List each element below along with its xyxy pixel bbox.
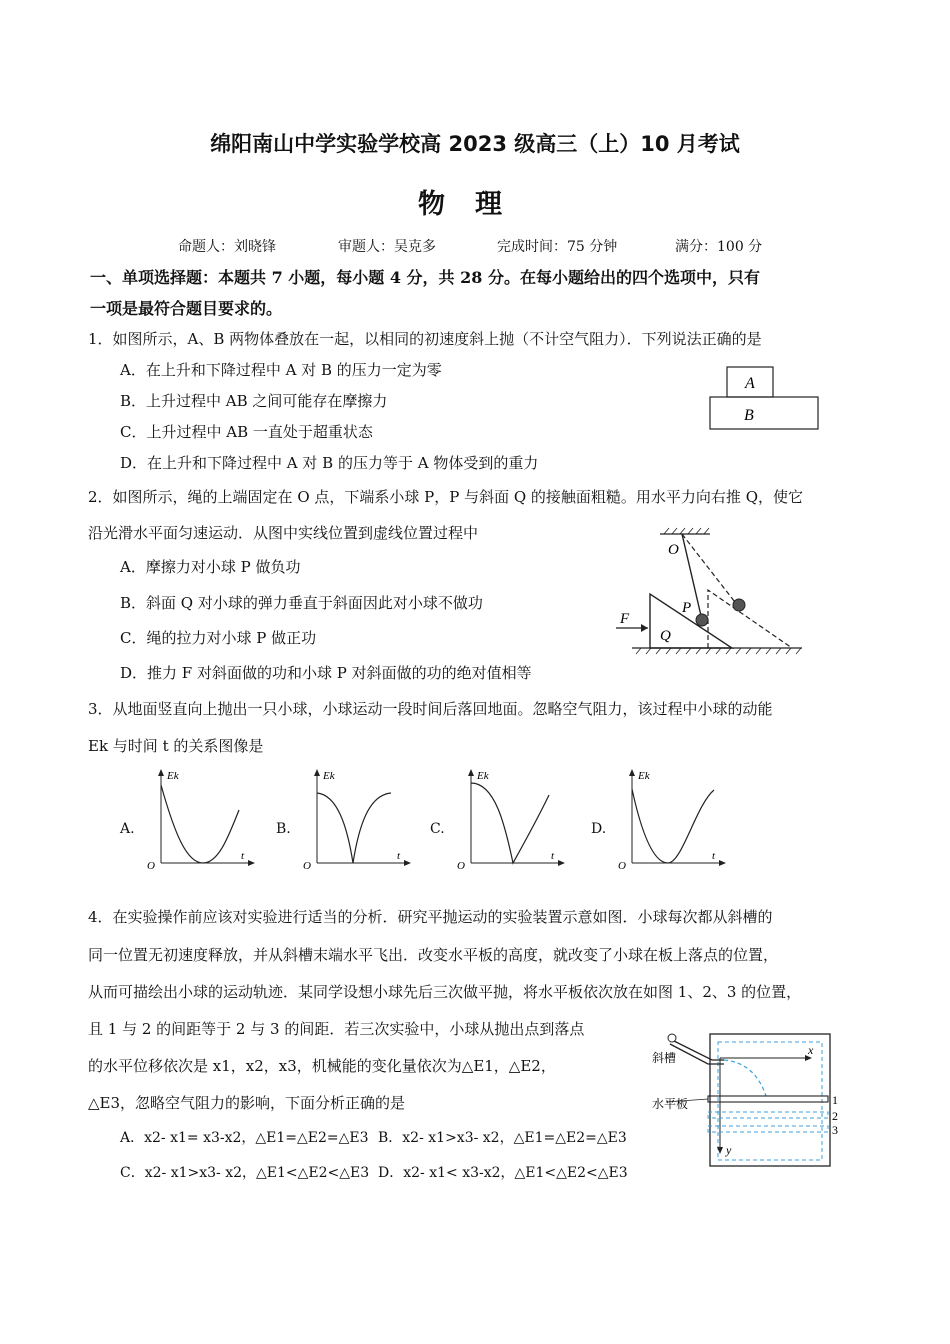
score-info: 满分：100 分 bbox=[675, 239, 763, 255]
author-info: 命题人：刘晓锋 bbox=[178, 239, 276, 255]
q4-apparatus-figure bbox=[648, 1030, 848, 1170]
q4-line4: 且 1 与 2 的间距等于 2 与 3 的间距．若三次实验中，小球从抛出点到落点 bbox=[88, 1020, 585, 1038]
graph-b bbox=[301, 765, 411, 870]
ball-p-solid bbox=[696, 614, 708, 626]
graph-d-curve bbox=[632, 789, 714, 863]
q4-line6: △E3，忽略空气阻力的影响，下面分析正确的是 bbox=[88, 1094, 406, 1112]
q3-stem-line1: 3．从地面竖直向上抛出一只小球，小球运动一段时间后落回地面。忽略空气阻力，该过程中小球的动能 bbox=[88, 700, 773, 718]
q1-option-d: D．在上升和下降过程中 A 对 B 的压力等于 A 物体受到的重力 bbox=[120, 454, 539, 472]
q4-line5: 的水平位移依次是 x1，x2，x3，机械能的变化量依次为△E1，△E2， bbox=[88, 1057, 556, 1075]
q1-blocks-figure bbox=[700, 362, 830, 432]
board-1 bbox=[708, 1096, 828, 1102]
label-o: O bbox=[668, 542, 679, 558]
q2-incline-figure bbox=[612, 528, 812, 663]
label-2: 2 bbox=[832, 1109, 838, 1123]
q2-option-c: C．绳的拉力对小球 P 做正功 bbox=[120, 629, 317, 647]
graph-c-o: O bbox=[457, 860, 465, 872]
label-p: P bbox=[682, 600, 692, 616]
q4-line1: 4．在实验操作前应该对实验进行适当的分析．研究平抛运动的实验装置示意如图．小球每次都从斜槽的 bbox=[88, 908, 773, 926]
graph-a-t: t bbox=[241, 850, 245, 862]
graph-d-t: t bbox=[712, 850, 716, 862]
q1-option-b: B．上升过程中 AB 之间可能存在摩擦力 bbox=[120, 392, 388, 410]
q4-line3: 从而可描绘出小球的运动轨迹．某同学设想小球先后三次做平抛，将水平板依次放在如图 1、2、3 的位置， bbox=[88, 983, 802, 1001]
graph-b-label: B. bbox=[276, 821, 291, 837]
time-info: 完成时间：75 分钟 bbox=[497, 239, 618, 255]
graph-d-label: D. bbox=[591, 821, 607, 837]
q4-option-c: C．x2- x1>x3- x2，△E1<△E2<△E3 bbox=[120, 1165, 370, 1181]
block-a-label: A bbox=[745, 375, 755, 392]
graph-b-ek: Ek bbox=[323, 770, 335, 782]
label-chute: 斜槽 bbox=[652, 1051, 677, 1065]
ground-hatch bbox=[636, 648, 801, 654]
graph-c-t: t bbox=[551, 850, 555, 862]
graph-c-label: C. bbox=[430, 821, 445, 837]
graph-c-curve bbox=[471, 783, 549, 863]
exam-title: 绵阳南山中学实验学校高 2023 级高三（上）10 月考试 bbox=[210, 132, 740, 156]
block-b-label: B bbox=[744, 407, 754, 424]
reviewer-info: 审题人：吴克多 bbox=[338, 239, 436, 255]
q4-option-b: B．x2- x1>x3- x2，△E1=△E2=△E3 bbox=[378, 1130, 627, 1146]
board-3 bbox=[708, 1126, 828, 1132]
section-heading-line1: 一、单项选择题：本题共 7 小题，每小题 4 分，共 28 分。在每小题给出的四个选项中，只有 bbox=[90, 268, 760, 287]
graph-a-ek: Ek bbox=[167, 770, 179, 782]
q1-option-a: A．在上升和下降过程中 A 对 B 的压力一定为零 bbox=[120, 361, 442, 379]
label-f: F bbox=[620, 611, 630, 627]
section-heading bbox=[90, 262, 870, 324]
q4-option-a: A．x2- x1= x3-x2，△E1=△E2=△E3 bbox=[120, 1130, 369, 1146]
q3-stem-line2: Ek 与时间 t 的关系图像是 bbox=[88, 737, 264, 755]
q1-option-c: C．上升过程中 AB 一直处于超重状态 bbox=[120, 423, 373, 441]
graph-a-label: A. bbox=[120, 821, 135, 837]
graph-d-ek: Ek bbox=[638, 770, 650, 782]
q2-stem-line1: 2．如图所示，绳的上端固定在 O 点，下端系小球 P，P 与斜面 Q 的接触面粗糙。用水平力向右推 Q，使它 bbox=[88, 488, 804, 506]
q2-option-b: B．斜面 Q 对小球的弹力垂直于斜面因此对小球不做功 bbox=[120, 594, 483, 612]
q4-line2: 同一位置无初速度释放，并从斜槽末端水平飞出．改变水平板的高度，就改变了小球在板上落点的位置， bbox=[88, 946, 779, 964]
section-heading-line2: 一项是最符合题目要求的。 bbox=[90, 299, 283, 318]
q2-stem-line2: 沿光滑水平面匀速运动．从图中实线位置到虚线位置过程中 bbox=[88, 524, 479, 542]
label-x: x bbox=[808, 1043, 814, 1057]
graph-d-o: O bbox=[618, 860, 626, 872]
graph-b-curve bbox=[317, 793, 391, 863]
q1-stem: 1．如图所示，A、B 两物体叠放在一起，以相同的初速度斜上抛（不计空气阻力）．下列说法正确的是 bbox=[88, 330, 762, 348]
q4-option-d: D．x2- x1< x3-x2，△E1<△E2<△E3 bbox=[378, 1165, 628, 1181]
board-2 bbox=[708, 1112, 828, 1118]
ceiling-hatch bbox=[664, 528, 709, 534]
graph-b-o: O bbox=[303, 860, 311, 872]
subject-title: 物理 bbox=[418, 189, 532, 220]
q2-option-a: A．摩擦力对小球 P 做负功 bbox=[120, 558, 301, 576]
label-1: 1 bbox=[832, 1093, 838, 1107]
graph-a bbox=[145, 765, 255, 870]
q2-option-d: D．推力 F 对斜面做的功和小球 P 对斜面做的功的绝对值相等 bbox=[120, 664, 532, 682]
label-q: Q bbox=[660, 628, 671, 644]
graph-b-t: t bbox=[397, 850, 401, 862]
graph-a-curve bbox=[161, 785, 239, 863]
label-y: y bbox=[726, 1143, 732, 1157]
graph-c-ek: Ek bbox=[477, 770, 489, 782]
graph-d bbox=[616, 765, 726, 870]
graph-a-o: O bbox=[147, 860, 155, 872]
trajectory bbox=[724, 1060, 766, 1096]
label-board: 水平板 bbox=[652, 1097, 689, 1111]
label-3: 3 bbox=[832, 1123, 838, 1137]
ball-p-dashed bbox=[733, 599, 745, 611]
graph-c bbox=[455, 765, 565, 870]
block-b bbox=[710, 397, 818, 429]
incline-dashed bbox=[708, 590, 792, 648]
